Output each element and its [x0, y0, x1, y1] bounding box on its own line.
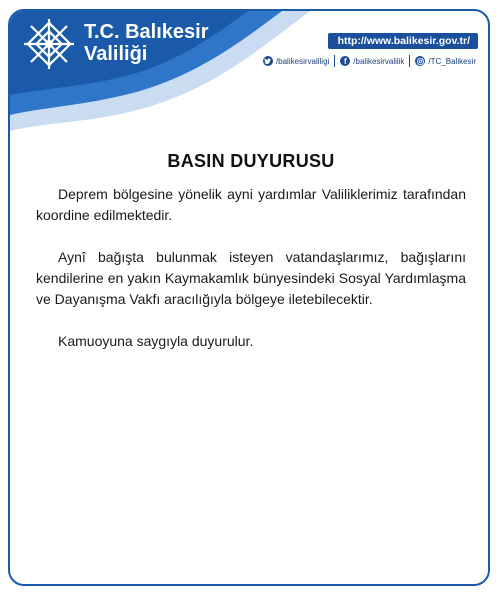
brand-line-2: Valiliği	[84, 43, 148, 65]
social-divider	[334, 55, 335, 67]
notice-body	[36, 184, 466, 373]
notice-paragraph: Aynî bağışta bulunmak isteyen vatandaşlarımız, bağışlarını kendilerine en yakın Kaymakamlık bünyesindeki Sosyal Yardımlaşma ve Dayanışma Vakfı aracılığıyla bölgeye iletebilecektir.	[36, 249, 466, 307]
notice-paragraph: Kamuoyuna saygıyla duyurulur.	[58, 333, 254, 349]
facebook-handle: /balikesirvalilik	[353, 56, 405, 66]
twitter-icon	[263, 56, 273, 66]
notice-title: BASIN DUYURUSU	[167, 151, 335, 171]
brand-name	[84, 21, 209, 65]
social-twitter[interactable]	[263, 56, 329, 66]
facebook-icon: f	[340, 56, 350, 66]
page-frame	[8, 9, 490, 586]
social-divider	[409, 55, 410, 67]
notice-paragraph: Deprem bölgesine yönelik ayni yardımlar Valiliklerimiz tarafından koordine edilmektedir.	[36, 186, 466, 223]
logo-emblem-icon	[22, 17, 76, 71]
twitter-handle: /balikesirvaliligi	[275, 56, 330, 66]
brand-line-1: T.C. Balıkesir	[84, 21, 209, 43]
website-link[interactable]: http://www.balikesir.gov.tr/	[328, 33, 478, 49]
social-links	[263, 55, 476, 67]
social-facebook[interactable]	[340, 56, 404, 66]
instagram-icon	[415, 56, 425, 66]
social-instagram[interactable]	[415, 56, 476, 66]
instagram-handle: /TC_Balikesir	[428, 56, 476, 66]
